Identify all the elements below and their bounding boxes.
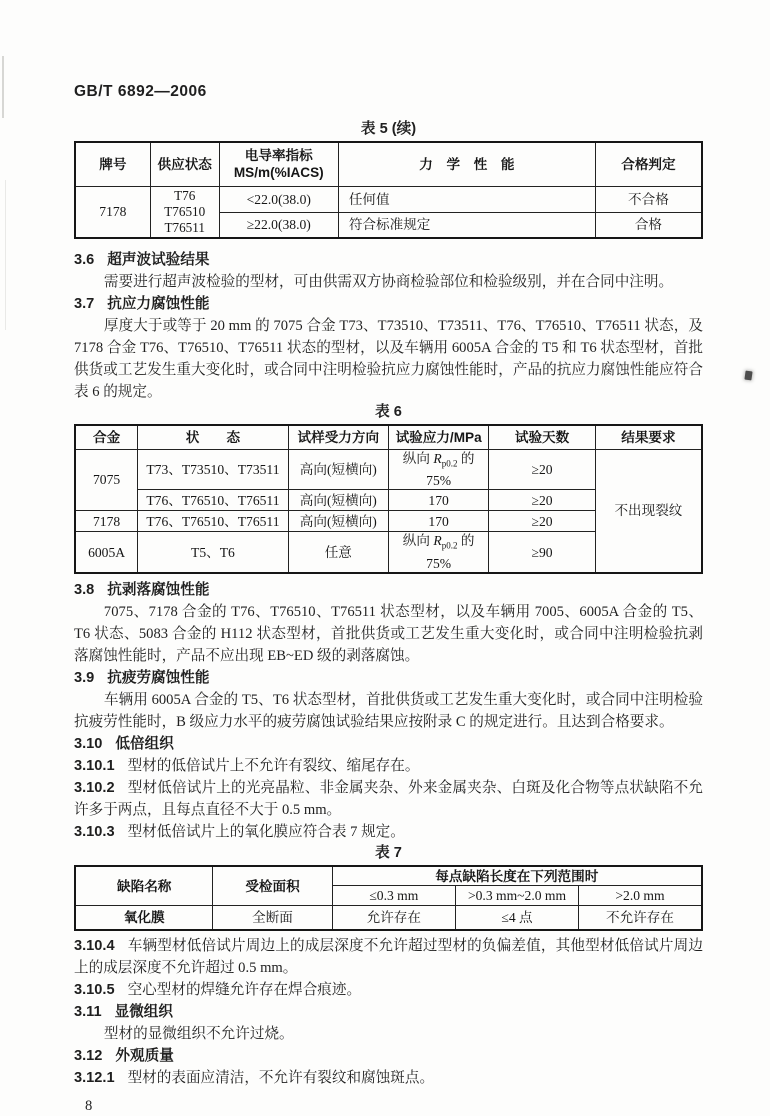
conductivity-label-line1: 电导率指标 [244, 148, 313, 164]
clause-number: 3.6 [74, 252, 95, 268]
clause-number: 3.7 [74, 296, 95, 312]
table5-judge-cell: 不合格 [595, 186, 702, 212]
table6-title: 表 6 [375, 404, 402, 420]
section-3-10-heading [74, 733, 703, 755]
table7-col-area: 受检面积 [213, 866, 332, 906]
direction-cell: 任意 [288, 532, 388, 573]
table-6 [74, 424, 703, 574]
defect-cell: 氧化膜 [75, 906, 213, 930]
section-3-11-heading [74, 1001, 703, 1023]
scan-artifact-edge [2, 56, 4, 118]
section-3-8-body: 7075、7178 合金的 T76、T76510、T76511 状态型材，以及车辆用 7005、6005A 合金的 T5、T6 状态、5083 合金的 H112 状态型材，首批供货或工艺发生重大变化时，或合同中注明检验抗剥落腐蚀性能时，产品不应出现 EB~ED 级的剥落腐蚀。 [74, 603, 703, 664]
clause-number: 3.10 [74, 735, 103, 752]
page-number: 8 [85, 1097, 93, 1114]
clause-3-12-1 [74, 1067, 703, 1089]
section-3-7-body: 厚度大于或等于 20 mm 的 7075 合金 T73、T73510、T73511、T76、T76510、T76511 状态，及 7178 合金 T76、T76510、T76511 状态的型材，以及车辆用 6005A 合金的 T5 和 T6 状态型材，首批供货或工艺发生重大变化时，或合同中注明检验抗应力腐蚀性能时，产品的抗应力腐蚀性能应符合表 6 的规定。 [74, 318, 703, 400]
clause-title: 超声波试验结果 [107, 252, 210, 268]
stress-cell: 纵向 $R_{p0.2}$ 的 75% [388, 532, 488, 573]
temper-cell: T76、T76510、T76511 [138, 511, 288, 532]
table7-subcol-1: ≤0.3 mm [332, 886, 456, 906]
clause-number: 3.12.1 [74, 1069, 115, 1086]
clause-title: 低倍组织 [115, 735, 174, 752]
table7-col-group: 每点缺陷长度在下列范围时 [332, 866, 702, 886]
days-cell: ≥20 [489, 449, 596, 490]
state-line: T76511 [164, 219, 205, 235]
temper-cell: T76、T76510、T76511 [138, 490, 288, 511]
clause-text: 车辆型材低倍试片周边上的成层深度不允许超过型材的负偏差值，其他型材低倍试片周边上的成层深度不允许超过 0.5 mm。 [74, 937, 703, 976]
table6-header-row [75, 425, 702, 449]
clause-number: 3.12 [74, 1047, 103, 1064]
range2-cell: ≤4 点 [456, 906, 579, 930]
section-3-9-heading [74, 667, 703, 689]
state-line: T76510 [164, 203, 206, 219]
clause-3-10-5 [74, 979, 703, 1001]
section-3-9-body: 车辆用 6005A 合金的 T5、T6 状态型材，首批供货或工艺发生重大变化时，或合同中注明检验抗疲劳性能时，B 级应力水平的疲劳腐蚀试验结果应按附录 C 的规定进行。且达到合格要求。 [74, 691, 703, 730]
days-cell: ≥20 [489, 511, 596, 532]
scan-artifact-spot [744, 371, 752, 381]
table5-cond-cell: <22.0(38.0) [219, 186, 338, 212]
table7-subcol-3: >2.0 mm [578, 886, 702, 906]
clause-text: 型材的低倍试片上不允许有裂纹、缩尾存在。 [127, 757, 420, 774]
clause-text: 型材的表面应清洁，不允许有裂纹和腐蚀斑点。 [127, 1069, 435, 1086]
table5-brand-cell: 7178 [75, 186, 150, 238]
clause-3-10-2 [74, 777, 703, 821]
section-3-11-body: 型材的显微组织不允许过烧。 [103, 1025, 294, 1042]
table5-mech-cell: 任何值 [338, 186, 595, 212]
table5-header-row [75, 142, 702, 186]
table7-data-row [75, 906, 702, 930]
direction-cell: 高向(短横向) [288, 490, 388, 511]
area-cell: 全断面 [213, 906, 332, 930]
clause-number: 3.10.5 [74, 981, 115, 998]
table5-col-brand: 牌号 [75, 142, 150, 186]
section-3-6-body: 需要进行超声波检验的型材，可由供需双方协商检验部位和检验级别，并在合同中注明。 [103, 274, 674, 290]
clause-number: 3.10.3 [74, 823, 115, 840]
table6-col-result: 结果要求 [595, 425, 702, 449]
clause-title: 外观质量 [115, 1047, 174, 1064]
clause-3-10-1 [74, 755, 703, 777]
clause-number: 3.10.4 [74, 937, 115, 954]
stress-cell: 170 [388, 490, 488, 511]
range3-cell: 不允许存在 [578, 906, 702, 930]
clause-text: 空心型材的焊缝允许存在焊合痕迹。 [127, 981, 362, 998]
table5-states-cell [150, 186, 219, 238]
alloy-cell: 6005A [75, 532, 138, 573]
section-3-8-heading [74, 579, 703, 601]
table-7 [74, 865, 703, 931]
clause-title: 抗疲劳腐蚀性能 [107, 669, 210, 686]
clause-title: 显微组织 [114, 1003, 173, 1020]
table5-title: 表 5 (续) [360, 121, 417, 137]
alloy-cell: 7178 [75, 511, 138, 532]
clause-3-10-4 [74, 935, 703, 979]
days-cell: ≥20 [489, 490, 596, 511]
section-3-6-heading [74, 249, 703, 271]
state-line: T76 [174, 187, 196, 203]
table6-row-1 [75, 449, 702, 490]
doc-code: GB/T 6892—2006 [74, 83, 207, 100]
section-3-7-heading [74, 293, 703, 315]
table7-header-row-1 [75, 866, 702, 886]
table6-col-temper: 状 态 [138, 425, 288, 449]
days-cell: ≥90 [489, 532, 596, 573]
table7-subcol-2: >0.3 mm~2.0 mm [456, 886, 579, 906]
table7-col-defect: 缺陷名称 [75, 866, 213, 906]
clause-number: 3.10.2 [74, 779, 115, 796]
table6-col-stress: 试验应力/MPa [388, 425, 488, 449]
clause-text: 型材低倍试片上的氧化膜应符合表 7 规定。 [127, 823, 405, 840]
clause-number: 3.11 [74, 1003, 102, 1020]
table5-judge-cell: 合格 [595, 212, 702, 238]
clause-text: 型材低倍试片上的光亮晶粒、非金属夹杂、外来金属夹杂、白斑及化合物等点状缺陷不允许多于两点，且每点直径不大于 0.5 mm。 [74, 779, 703, 818]
table5-cond-cell: ≥22.0(38.0) [219, 212, 338, 238]
clause-number: 3.9 [74, 669, 95, 686]
alloy-cell: 7075 [75, 449, 138, 511]
clause-number: 3.8 [74, 581, 95, 598]
temper-cell: T73、T73510、T73511 [138, 449, 288, 490]
table-5 [74, 141, 703, 239]
direction-cell: 高向(短横向) [288, 449, 388, 490]
conductivity-label-line2: MS/m(%IACS) [233, 165, 324, 181]
stress-cell: 170 [388, 511, 488, 532]
clause-title: 抗剥落腐蚀性能 [107, 581, 210, 598]
scan-artifact-edge [5, 180, 6, 330]
range1-cell: 允许存在 [332, 906, 456, 930]
table5-row-1 [75, 186, 702, 212]
temper-cell: T5、T6 [138, 532, 288, 573]
table5-col-conductivity [219, 142, 338, 186]
table5-col-state: 供应状态 [150, 142, 219, 186]
direction-cell: 高向(短横向) [288, 511, 388, 532]
table7-title: 表 7 [375, 844, 402, 861]
table6-col-days: 试验天数 [489, 425, 596, 449]
table5-col-judgement: 合格判定 [595, 142, 702, 186]
result-cell: 不出现裂纹 [595, 449, 702, 573]
clause-title: 抗应力腐蚀性能 [107, 296, 210, 312]
table6-col-alloy: 合金 [75, 425, 138, 449]
table5-col-mechanical: 力 学 性 能 [338, 142, 595, 186]
section-3-12-heading [74, 1045, 703, 1067]
table6-col-direction: 试样受力方向 [288, 425, 388, 449]
clause-3-10-3 [74, 821, 703, 843]
table5-mech-cell: 符合标准规定 [338, 212, 595, 238]
stress-cell: 纵向 $R_{p0.2}$ 的 75% [388, 449, 488, 490]
clause-number: 3.10.1 [74, 757, 115, 774]
